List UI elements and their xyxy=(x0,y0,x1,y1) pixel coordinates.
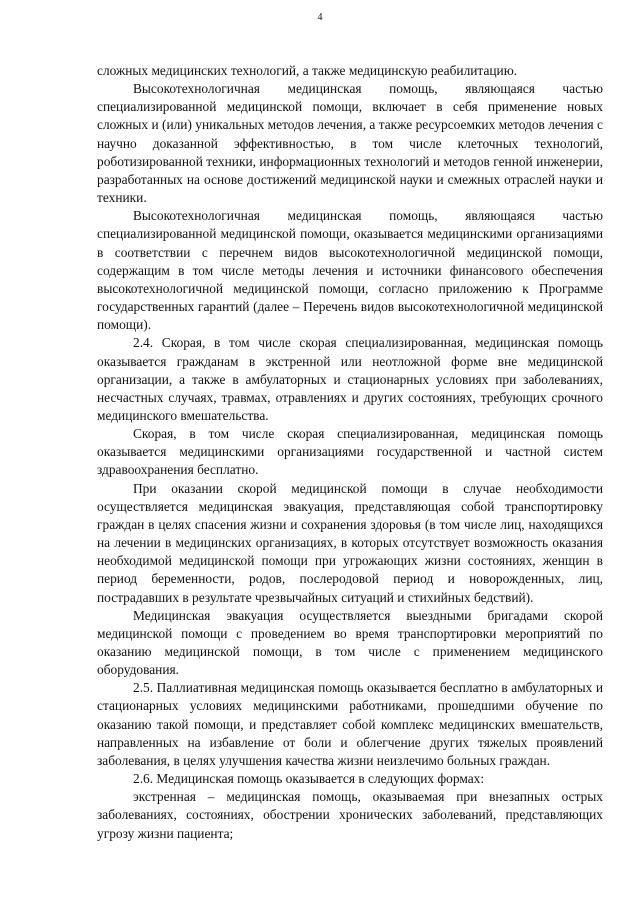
paragraph-7: Медицинская эвакуация осуществляется выездными бригадами скорой медицинской помощи с проведением во время транспортировки мероприятий по оказанию медицинской помощи, в том числе с применением медицинского оборудования. xyxy=(97,607,603,678)
paragraph-3: Высокотехнологичная медицинская помощь, являющаяся частью специализированной медицинской помощи, оказывается медицинскими организациями в соответствии с перечнем видов высокотехнологичной медицинской помощи, содержащим в том числе методы лечения и источники финансового обеспечения высокотехнологичной медицинской помощи, согласно приложению к Программе государственных гарантий (далее – Перечень видов высокотехнологичной медицинской помощи). xyxy=(97,208,603,333)
paragraph-5: Скорая, в том числе скорая специализированная, медицинская помощь оказывается медицинскими организациями государственной и частной систем здравоохранения бесплатно. xyxy=(97,426,603,478)
page-number: 4 xyxy=(317,12,323,23)
paragraph-1: сложных медицинских технологий, а также медицинскую реабилитацию. xyxy=(97,63,518,78)
document-body xyxy=(97,62,603,843)
paragraph-8: 2.5. Паллиативная медицинская помощь оказывается бесплатно в амбулаторных и стационарных условиях медицинскими работниками, прошедшими обучение по оказанию такой помощи, и представляет собой комплекс медицинских вмешательств, направленных на избавление от боли и облегчение других тяжелых проявлений заболевания, в целях улучшения качества жизни неизлечимо больных граждан. xyxy=(97,680,603,768)
paragraph-6: При оказании скорой медицинской помощи в случае необходимости осуществляется медицинская эвакуация, представляющая собой транспортировку граждан в целях спасения жизни и сохранения здоровья (в том числе лиц, находящихся на лечении в медицинских организациях, в которых отсутствует возможность оказания необходимой медицинской помощи при угрожающих жизни состояниях, женщин в период беременности, родов, послеродовой период и новорожденных, лиц, пострадавших в результате чрезвычайных ситуаций и стихийных бедствий). xyxy=(97,480,603,605)
paragraph-10: экстренная – медицинская помощь, оказываемая при внезапных острых заболеваниях, состояниях, обострении хронических заболеваний, представляющих угрозу жизни пациента; xyxy=(97,789,603,841)
paragraph-9: 2.6. Медицинская помощь оказывается в следующих формах: xyxy=(133,771,485,787)
paragraph-2: Высокотехнологичная медицинская помощь, являющаяся частью специализированной медицинской помощи, включает в себя применение новых сложных и (или) уникальных методов лечения, а также ресурсоемких методов лечения с научно доказанной эффективностью, в том числе клеточных технологий, роботизированной техники, информационных технологий и методов генной инженерии, разработанных на основе достижений медицинской науки и смежных отраслей науки и техники. xyxy=(97,81,603,206)
paragraph-4: 2.4. Скорая, в том числе скорая специализированная, медицинская помощь оказывается гражданам в экстренной или неотложной форме вне медицинской организации, а также в амбулаторных и стационарных условиях при заболеваниях, несчастных случаях, травмах, отравлениях и других состояниях, требующих срочного медицинского вмешательства. xyxy=(97,335,603,423)
